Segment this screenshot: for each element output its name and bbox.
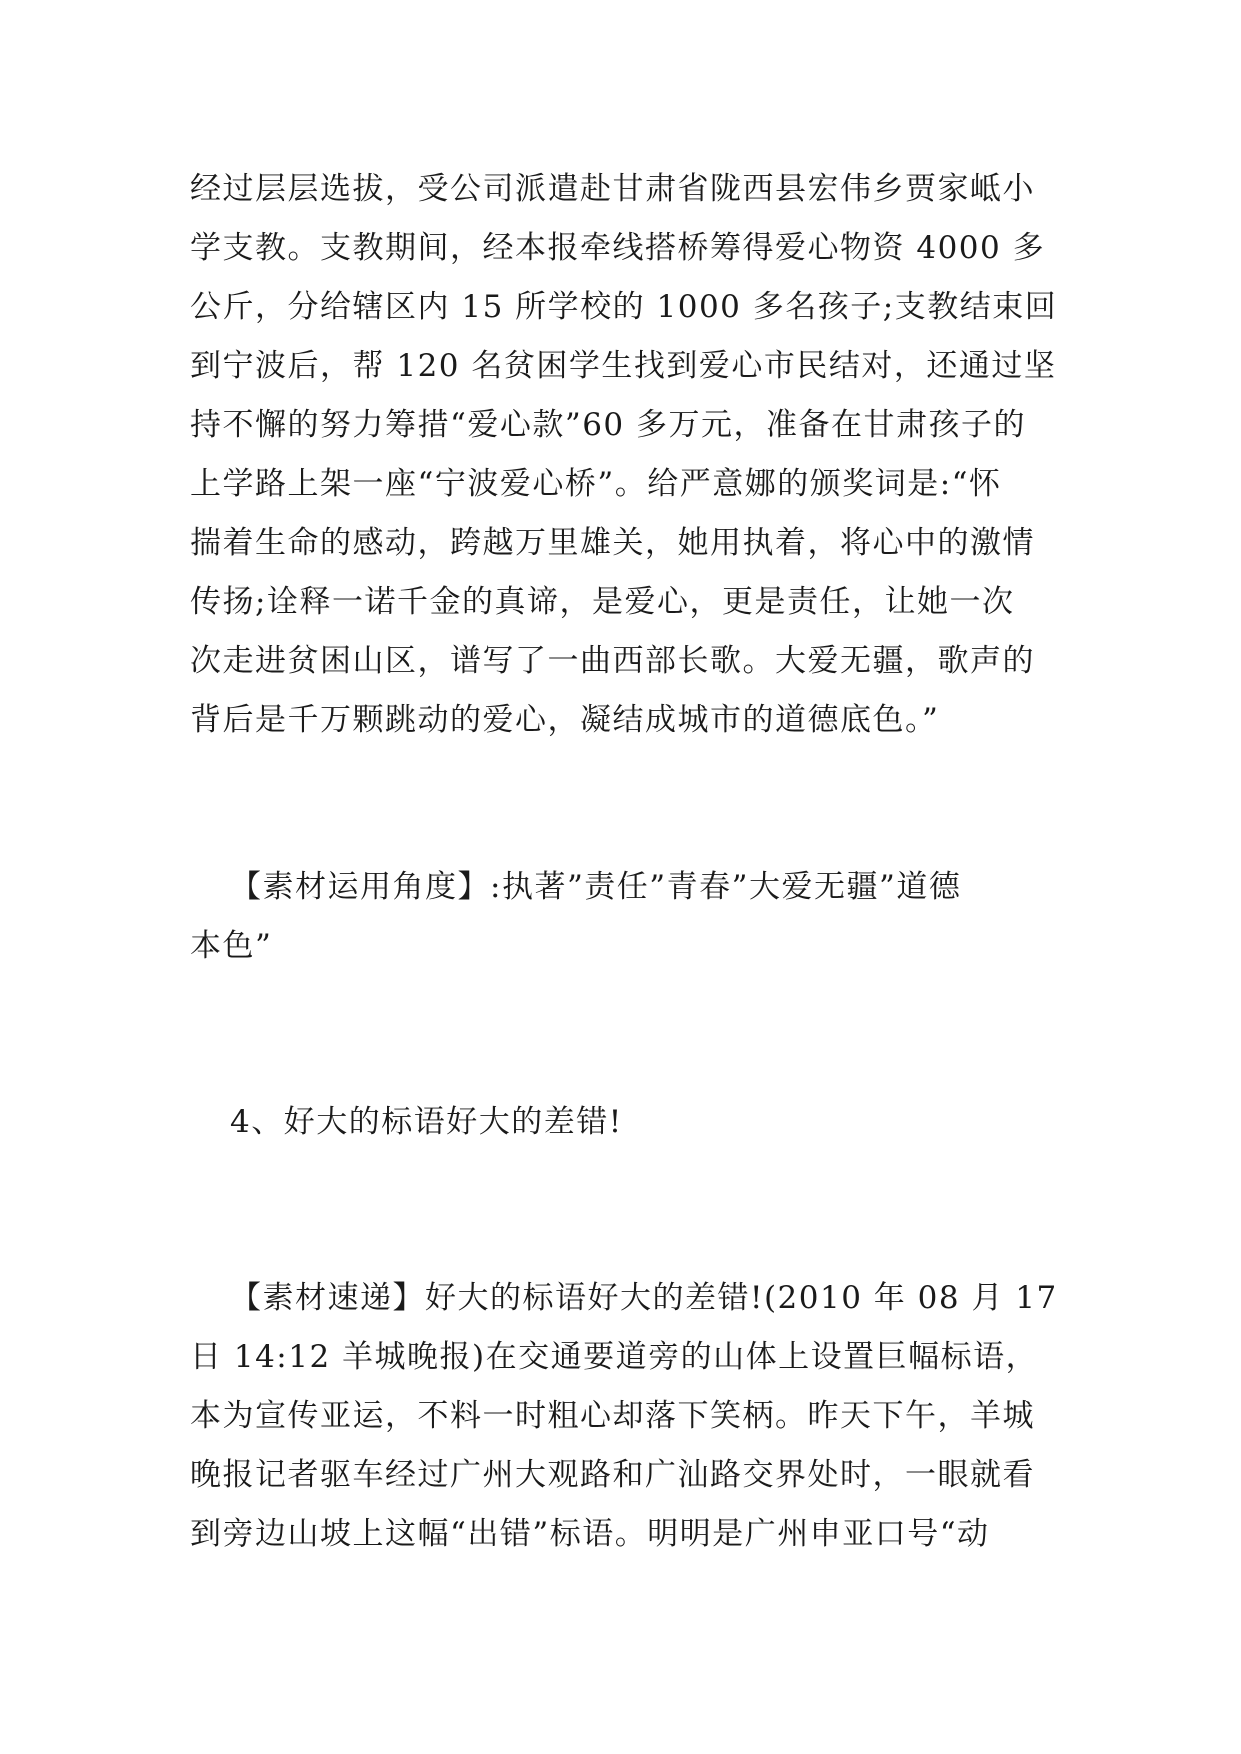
- text-line: 日 14:12 羊城晚报)在交通要道旁的山体上设置巨幅标语，: [190, 1339, 1039, 1375]
- text-line: 持不懈的努力筹措“爱心款”60 多万元，准备在甘肃孩子的: [190, 407, 1026, 443]
- text-line: 上学路上架一座“宁波爱心桥”。给严意娜的颁奖词是:“怀: [190, 466, 1002, 502]
- text-line: 学支教。支教期间，经本报牵线搭桥筹得爱心物资 4000 多: [190, 230, 1046, 266]
- text-line: 到旁边山坡上这幅“出错”标语。明明是广州申亚口号“动: [190, 1516, 990, 1552]
- text-line: 揣着生命的感动，跨越万里雄关，她用执着，将心中的激情: [190, 525, 1035, 561]
- text-line: 公斤，分给辖区内 15 所学校的 1000 多名孩子;支教结束回: [190, 289, 1058, 325]
- text-line: 到宁波后，帮 120 名贫困学生找到爱心市民结对，还通过坚: [190, 348, 1057, 384]
- section-heading: [190, 1093, 1052, 1152]
- paragraph-material-express: [190, 1269, 1058, 1564]
- text-line: 背后是千万颗跳动的爱心，凝结成城市的道德底色。”: [190, 702, 940, 738]
- text-line: 【素材运用角度】:执著”责任”青春”大爱无疆”道德: [230, 869, 962, 905]
- text-line: 【素材速递】好大的标语好大的差错!(2010 年 08 月 17: [230, 1280, 1058, 1316]
- text-line: 经过层层选拔，受公司派遣赴甘肃省陇西县宏伟乡贾家岻小: [190, 171, 1035, 207]
- text-line: 次走进贫困山区，谱写了一曲西部长歌。大爱无疆，歌声的: [190, 643, 1035, 679]
- text-line: 4、好大的标语好大的差错!: [230, 1104, 623, 1140]
- paragraph-usage-angle: [190, 858, 1052, 976]
- text-line: 传扬;诠释一诺千金的真谛，是爱心，更是责任，让她一次: [190, 584, 1015, 620]
- text-line: 本色”: [190, 928, 273, 964]
- text-line: 晚报记者驱车经过广州大观路和广汕路交界处时，一眼就看: [190, 1457, 1035, 1493]
- paragraph-award-story: [190, 160, 1058, 750]
- text-line: 本为宣传亚运，不料一时粗心却落下笑柄。昨天下午，羊城: [190, 1398, 1035, 1434]
